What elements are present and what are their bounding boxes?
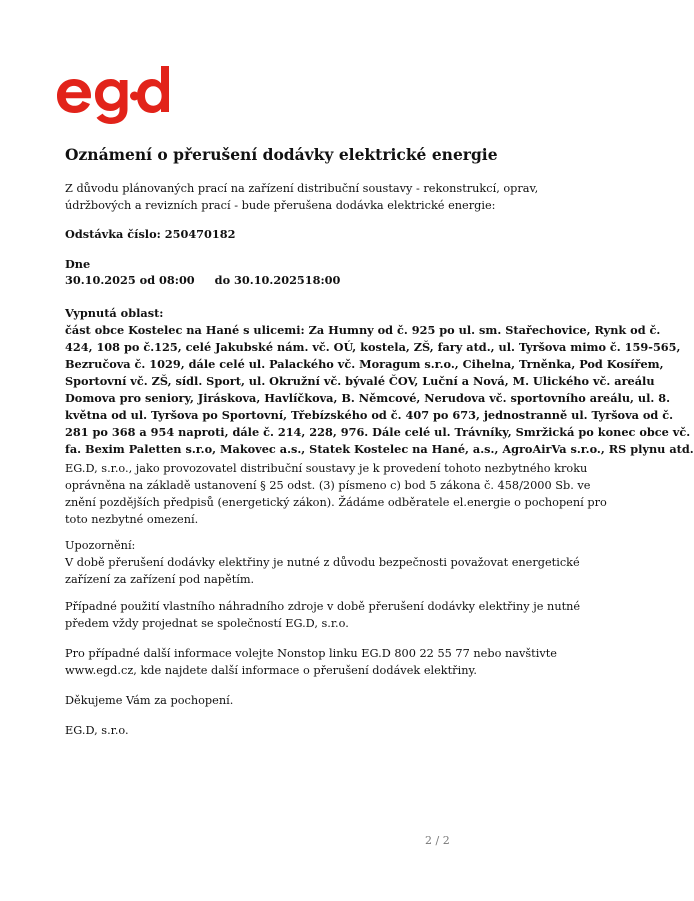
generator-paragraph: [65, 598, 580, 632]
date-to: do 30.10.202518:00: [214, 273, 341, 287]
signature: EG.D, s.r.o.: [65, 724, 129, 737]
generator-line: předem vždy projednat se společností EG.D, s.r.o.: [65, 617, 349, 630]
intro-line: údržbových a revizních prací - bude přerušena dodávka elektrické energie:: [65, 199, 496, 212]
area-label: Vypnutá oblast:: [65, 306, 164, 320]
warning-label: Upozornění:: [65, 539, 136, 552]
thanks-text: Děkujeme Vám za pochopení.: [65, 694, 234, 707]
area-line: května od ul. Tyršova po Sportovní, Třebízského od č. 407 po 673, jednostranně ul. Tyršova od č.: [65, 408, 674, 422]
date-label: Dne: [65, 257, 91, 271]
date-range: [65, 273, 340, 287]
warning-paragraph: [65, 537, 580, 588]
generator-line: Případné použití vlastního náhradního zdroje v době přerušení dodávky elektřiny je nutné: [65, 600, 581, 613]
area-line: část obce Kostelec na Hané s ulicemi: Za Humny od č. 925 po ul. sm. Stařechovice, Rynk od č.: [65, 323, 661, 337]
logo-letter-e: [57, 79, 91, 113]
outage-number: Odstávka číslo: 250470182: [65, 227, 236, 241]
legal-line: toto nezbytné omezení.: [65, 513, 199, 526]
legal-paragraph: [65, 460, 607, 528]
intro-paragraph: [65, 180, 538, 214]
page-number: 2 / 2: [425, 834, 450, 847]
info-line: Pro případné další informace volejte Nonstop linku EG.D 800 22 55 77 nebo navštivte: [65, 647, 557, 660]
info-paragraph: [65, 645, 557, 679]
logo-letter-g: [95, 79, 128, 124]
egd-logo: [57, 64, 177, 120]
warning-line: V době přerušení dodávky elektřiny je nutné z důvodu bezpečnosti považovat energetické: [65, 556, 580, 569]
warning-line: zařízení za zařízení pod napětím.: [65, 573, 255, 586]
area-line: 281 po 368 a 954 naproti, dále č. 214, 228, 976. Dále celé ul. Trávníky, Smržická po konec obce vč.: [65, 425, 691, 439]
legal-line: znění pozdějších předpisů (energetický zákon). Žádáme odběratele el.energie o pochopení pro: [65, 496, 607, 509]
area-line: Sportovní vč. ZŠ, sídl. Sport, ul. Okružní vč. bývalé ČOV, Luční a Nová, M. Ulického vč. areálu: [65, 374, 655, 388]
legal-line: EG.D, s.r.o., jako provozovatel distribuční soustavy je k provedení tohoto nezbytného kroku: [65, 462, 588, 475]
area-line: 424, 108 po č.125, celé Jakubské nám. vč. OÚ, kostela, ZŠ, fary atd., ul. Tyršova mimo č. 159-565,: [65, 340, 681, 354]
area-section: [65, 305, 694, 458]
logo-letter-d: [137, 66, 169, 113]
legal-line: oprávněna na základě ustanovení § 25 odst. (3) písmeno c) bod 5 zákona č. 458/2000 Sb. ve: [65, 479, 591, 492]
date-from: 30.10.2025 od 08:00: [65, 273, 195, 287]
info-line: www.egd.cz, kde najdete další informace o přerušení dodávek elektřiny.: [65, 664, 477, 677]
area-line: fa. Bexim Paletten s.r.o, Makovec a.s., Statek Kostelec na Hané, a.s., AgroAirVa s.r.o., RS plynu atd.: [65, 442, 694, 456]
area-line: Domova pro seniory, Jiráskova, Havlíčkova, B. Němcové, Nerudova vč. sportovního areálu, ul. 8.: [65, 391, 671, 405]
intro-line: Z důvodu plánovaných prací na zařízení distribuční soustavy - rekonstrukcí, oprav,: [65, 182, 539, 195]
page-title: Oznámení o přerušení dodávky elektrické energie: [65, 145, 498, 164]
area-line: Bezručova č. 1029, dále celé ul. Palackého vč. Moragum s.r.o., Cihelna, Trněnka, Pod Kosířem,: [65, 357, 664, 371]
